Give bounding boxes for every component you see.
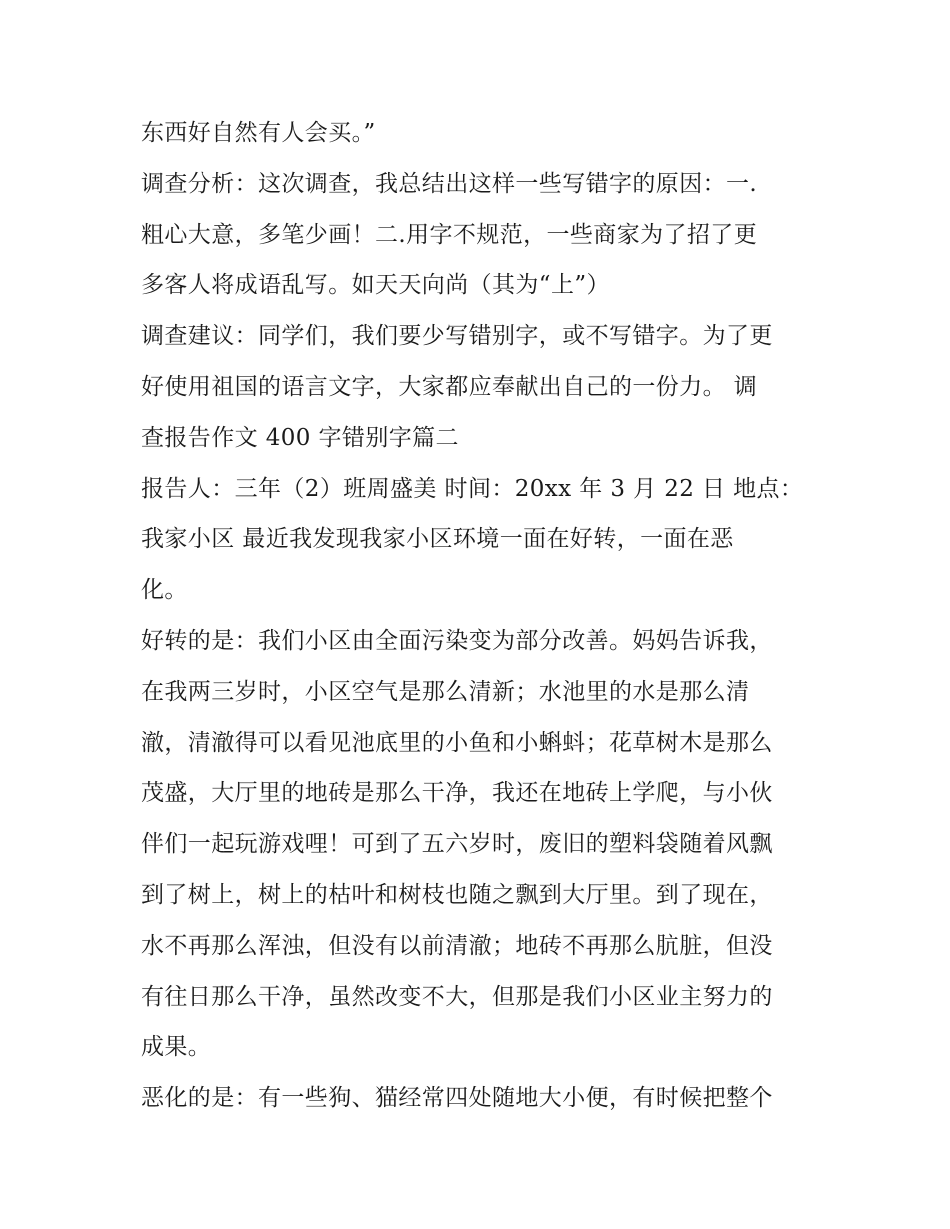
text-line: 成果。 bbox=[141, 1034, 212, 1061]
text-line: 水不再那么浑浊，但没有以前清澈；地砖不再那么肮脏，但没 bbox=[141, 932, 773, 959]
text-line: 澈，清澈得可以看见池底里的小鱼和小蝌蚪；花草树木是那么 bbox=[141, 729, 773, 756]
text-line: 报告人：三年（2）班周盛美 时间：20xx 年 3 月 22 日 地点： bbox=[141, 475, 804, 502]
text-line: 东西好自然有人会买。” bbox=[141, 120, 376, 146]
text-line: 好使用祖国的语言文字，大家都应奉献出自己的一份力。 调 bbox=[141, 373, 758, 400]
document-body bbox=[141, 108, 821, 1124]
text-line: 好转的是：我们小区由全面污染变为部分改善。妈妈告诉我， bbox=[141, 627, 773, 654]
text-line: 有往日那么干净，虽然改变不大，但那是我们小区业主努力的 bbox=[141, 983, 773, 1010]
text-line: 伴们一起玩游戏哩！可到了五六岁时，废旧的塑料袋随着风飘 bbox=[141, 831, 773, 858]
text-line: 恶化的是：有一些狗、猫经常四处随地大小便，有时候把整个 bbox=[141, 1085, 773, 1112]
text-line: 在我两三岁时，小区空气是那么清新；水池里的水是那么清 bbox=[141, 678, 750, 705]
text-line: 茂盛，大厅里的地砖是那么干净，我还在地砖上学爬，与小伙 bbox=[141, 780, 773, 807]
text-line: 粗心大意，多笔少画！二.用字不规范，一些商家为了招了更 bbox=[141, 221, 758, 248]
text-line: 查报告作文 400 字错别字篇二 bbox=[141, 424, 459, 451]
text-line: 调查分析：这次调查，我总结出这样一些写错字的原因：一. bbox=[141, 170, 758, 197]
text-line: 化。 bbox=[141, 577, 188, 604]
text-line: 调查建议：同学们，我们要少写错别字，或不写错字。为了更 bbox=[141, 323, 773, 350]
text-line: 多客人将成语乱写。如天天向尚（其为“上”） bbox=[141, 272, 610, 299]
text-line: 我家小区 最近我发现我家小区环境一面在好转，一面在恶 bbox=[141, 526, 734, 553]
text-line: 到了树上，树上的枯叶和树枝也随之飘到大厅里。到了现在， bbox=[141, 881, 773, 908]
